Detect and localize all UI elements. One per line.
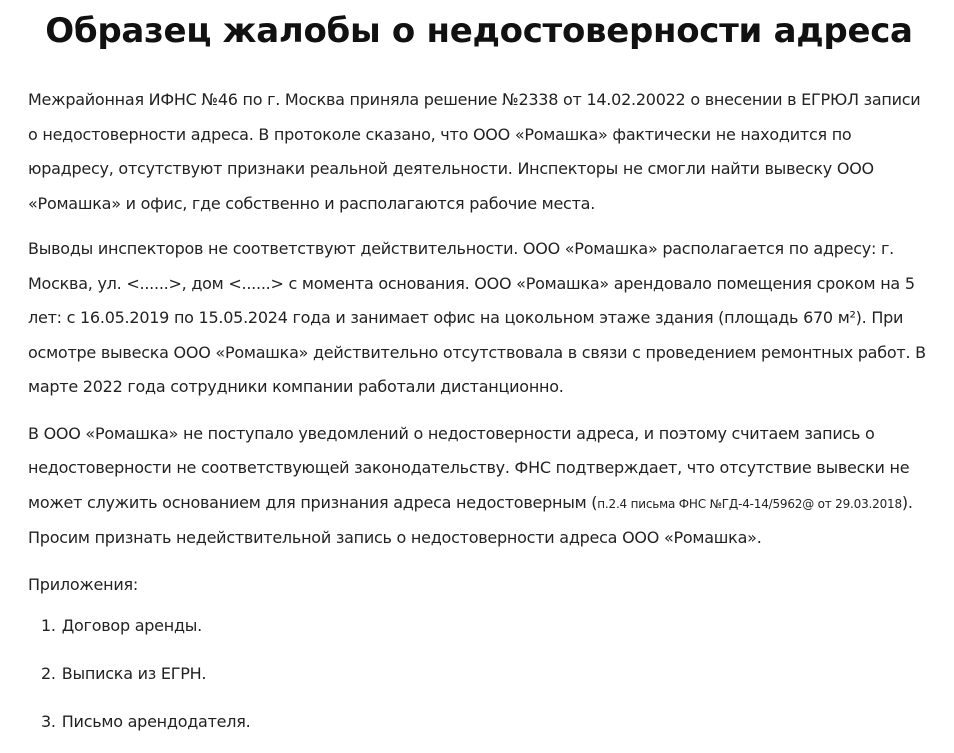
list-item	[28, 662, 930, 686]
list-item-number: 1.	[41, 616, 56, 635]
page-title: Образец жалобы о недостоверности адреса	[45, 11, 913, 51]
list-item-number: 3.	[41, 712, 56, 731]
legal-reference: п.2.4 письма ФНС №ГД-4-14/5962@ от 29.03.2018	[597, 496, 902, 511]
list-item-text: Выписка из ЕГРН.	[61, 664, 207, 683]
paragraph-request-text: В ООО «Ромашка» не поступало уведомлений о недостоверности адреса, и поэтому считаем запись о недостоверности не соответствующей законодательству. ФНС подтверждает, что отсутствие вывески не может служить основанием для признания адреса недостоверным (	[28, 423, 910, 512]
list-item	[28, 710, 930, 734]
list-item-text: Договор аренды.	[61, 616, 203, 635]
paragraph-request	[28, 417, 930, 556]
list-item-number: 2.	[41, 664, 56, 683]
list-item-text: Письмо арендодателя.	[61, 712, 251, 731]
paragraph-decision: Межрайонная ИФНС №46 по г. Москва приняла решение №2338 от 14.02.20022 о внесении в ЕГРЮЛ записи о недостоверности адреса. В протоколе сказано, что ООО «Ромашка» фактически не находится по юрадресу, отсутствуют признаки реальной деятельности. Инспекторы не смогли найти вывеску ООО «Ромашка» и офис, где собственно и располагаются рабочие места.	[28, 90, 921, 213]
paragraph-objection: Выводы инспекторов не соответствуют действительности. ООО «Ромашка» располагается по адресу: г. Москва, ул. <......>, дом <......> с момента основания. ООО «Ромашка» арендовало помещения сроком на 5 лет: с 16.05.2019 по 15.05.2024 года и занимает офис на цокольном этаже здания (площадь 670 м²). При осмотре вывеска ООО «Ромашка» действительно отсутствовала в связи с проведением ремонтных работ. В марте 2022 года сотрудники компании работали дистанционно.	[28, 239, 926, 396]
attachments-label: Приложения:	[28, 574, 138, 594]
attachments-list	[28, 614, 930, 734]
paragraph-request-text-end: ). Просим признать недействительной запись о недостоверности адреса ООО «Ромашка».	[28, 492, 913, 547]
list-item	[28, 614, 930, 638]
